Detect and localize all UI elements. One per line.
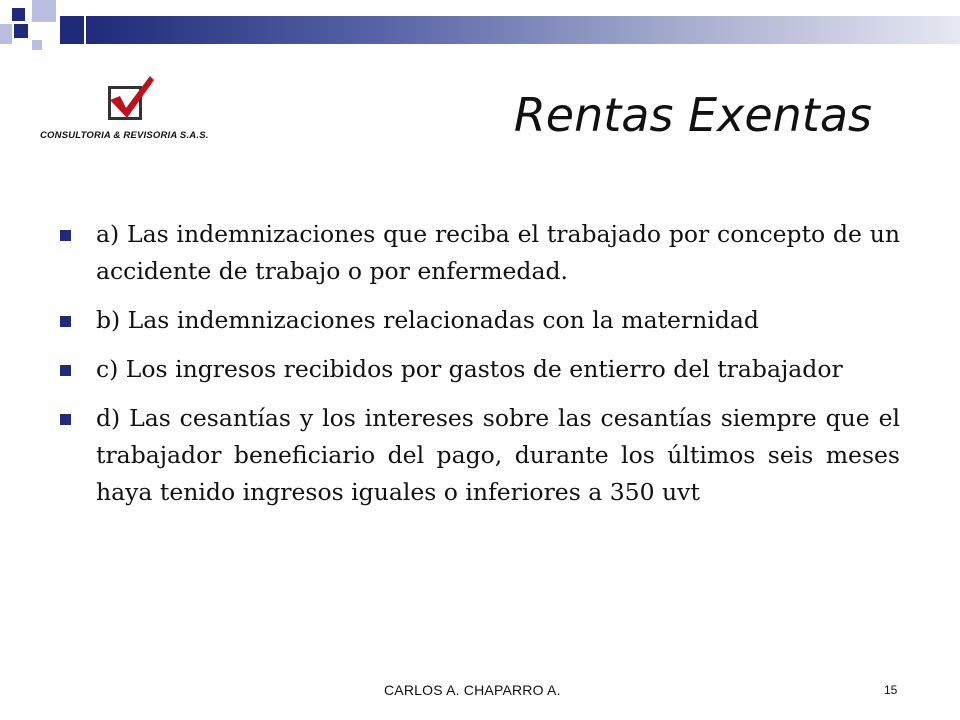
page-number: 15	[884, 683, 898, 697]
decor-square	[60, 16, 84, 44]
logo-text: CONSULTORIA & REVISORIA S.A.S.	[40, 130, 209, 141]
checkbox-check-icon	[102, 74, 158, 124]
bullet-text: c) Los ingresos recibidos por gastos de entierro del trabajador	[96, 355, 843, 383]
bullet-text: b) Las indemnizaciones relacionadas con la maternidad	[96, 306, 759, 334]
bullet-text: d) Las cesantías y los intereses sobre las cesantías siempre que el trabajador beneficiario del pago, durante los últimos seis meses haya tenido ingresos iguales o inferiores a 350 uvt	[96, 404, 900, 506]
square-bullet-icon	[60, 414, 71, 425]
decor-square	[32, 40, 42, 50]
footer-author: CARLOS A. CHAPARRO A.	[384, 682, 561, 698]
header-gradient-bar	[86, 16, 960, 44]
square-bullet-icon	[60, 316, 71, 327]
decor-square	[14, 24, 28, 38]
bullet-text: a) Las indemnizaciones que reciba el trabajado por concepto de un accidente de trabajo o por enfermedad.	[96, 220, 900, 285]
square-bullet-icon	[60, 365, 71, 376]
list-item	[60, 302, 900, 339]
company-logo	[40, 74, 220, 146]
decor-square	[0, 24, 12, 44]
bullet-list	[60, 216, 900, 523]
list-item	[60, 216, 900, 290]
list-item	[60, 351, 900, 388]
list-item	[60, 400, 900, 511]
decor-square	[32, 0, 56, 22]
square-bullet-icon	[60, 230, 71, 241]
decor-square	[12, 8, 25, 21]
slide-title: Rentas Exentas	[513, 88, 872, 142]
